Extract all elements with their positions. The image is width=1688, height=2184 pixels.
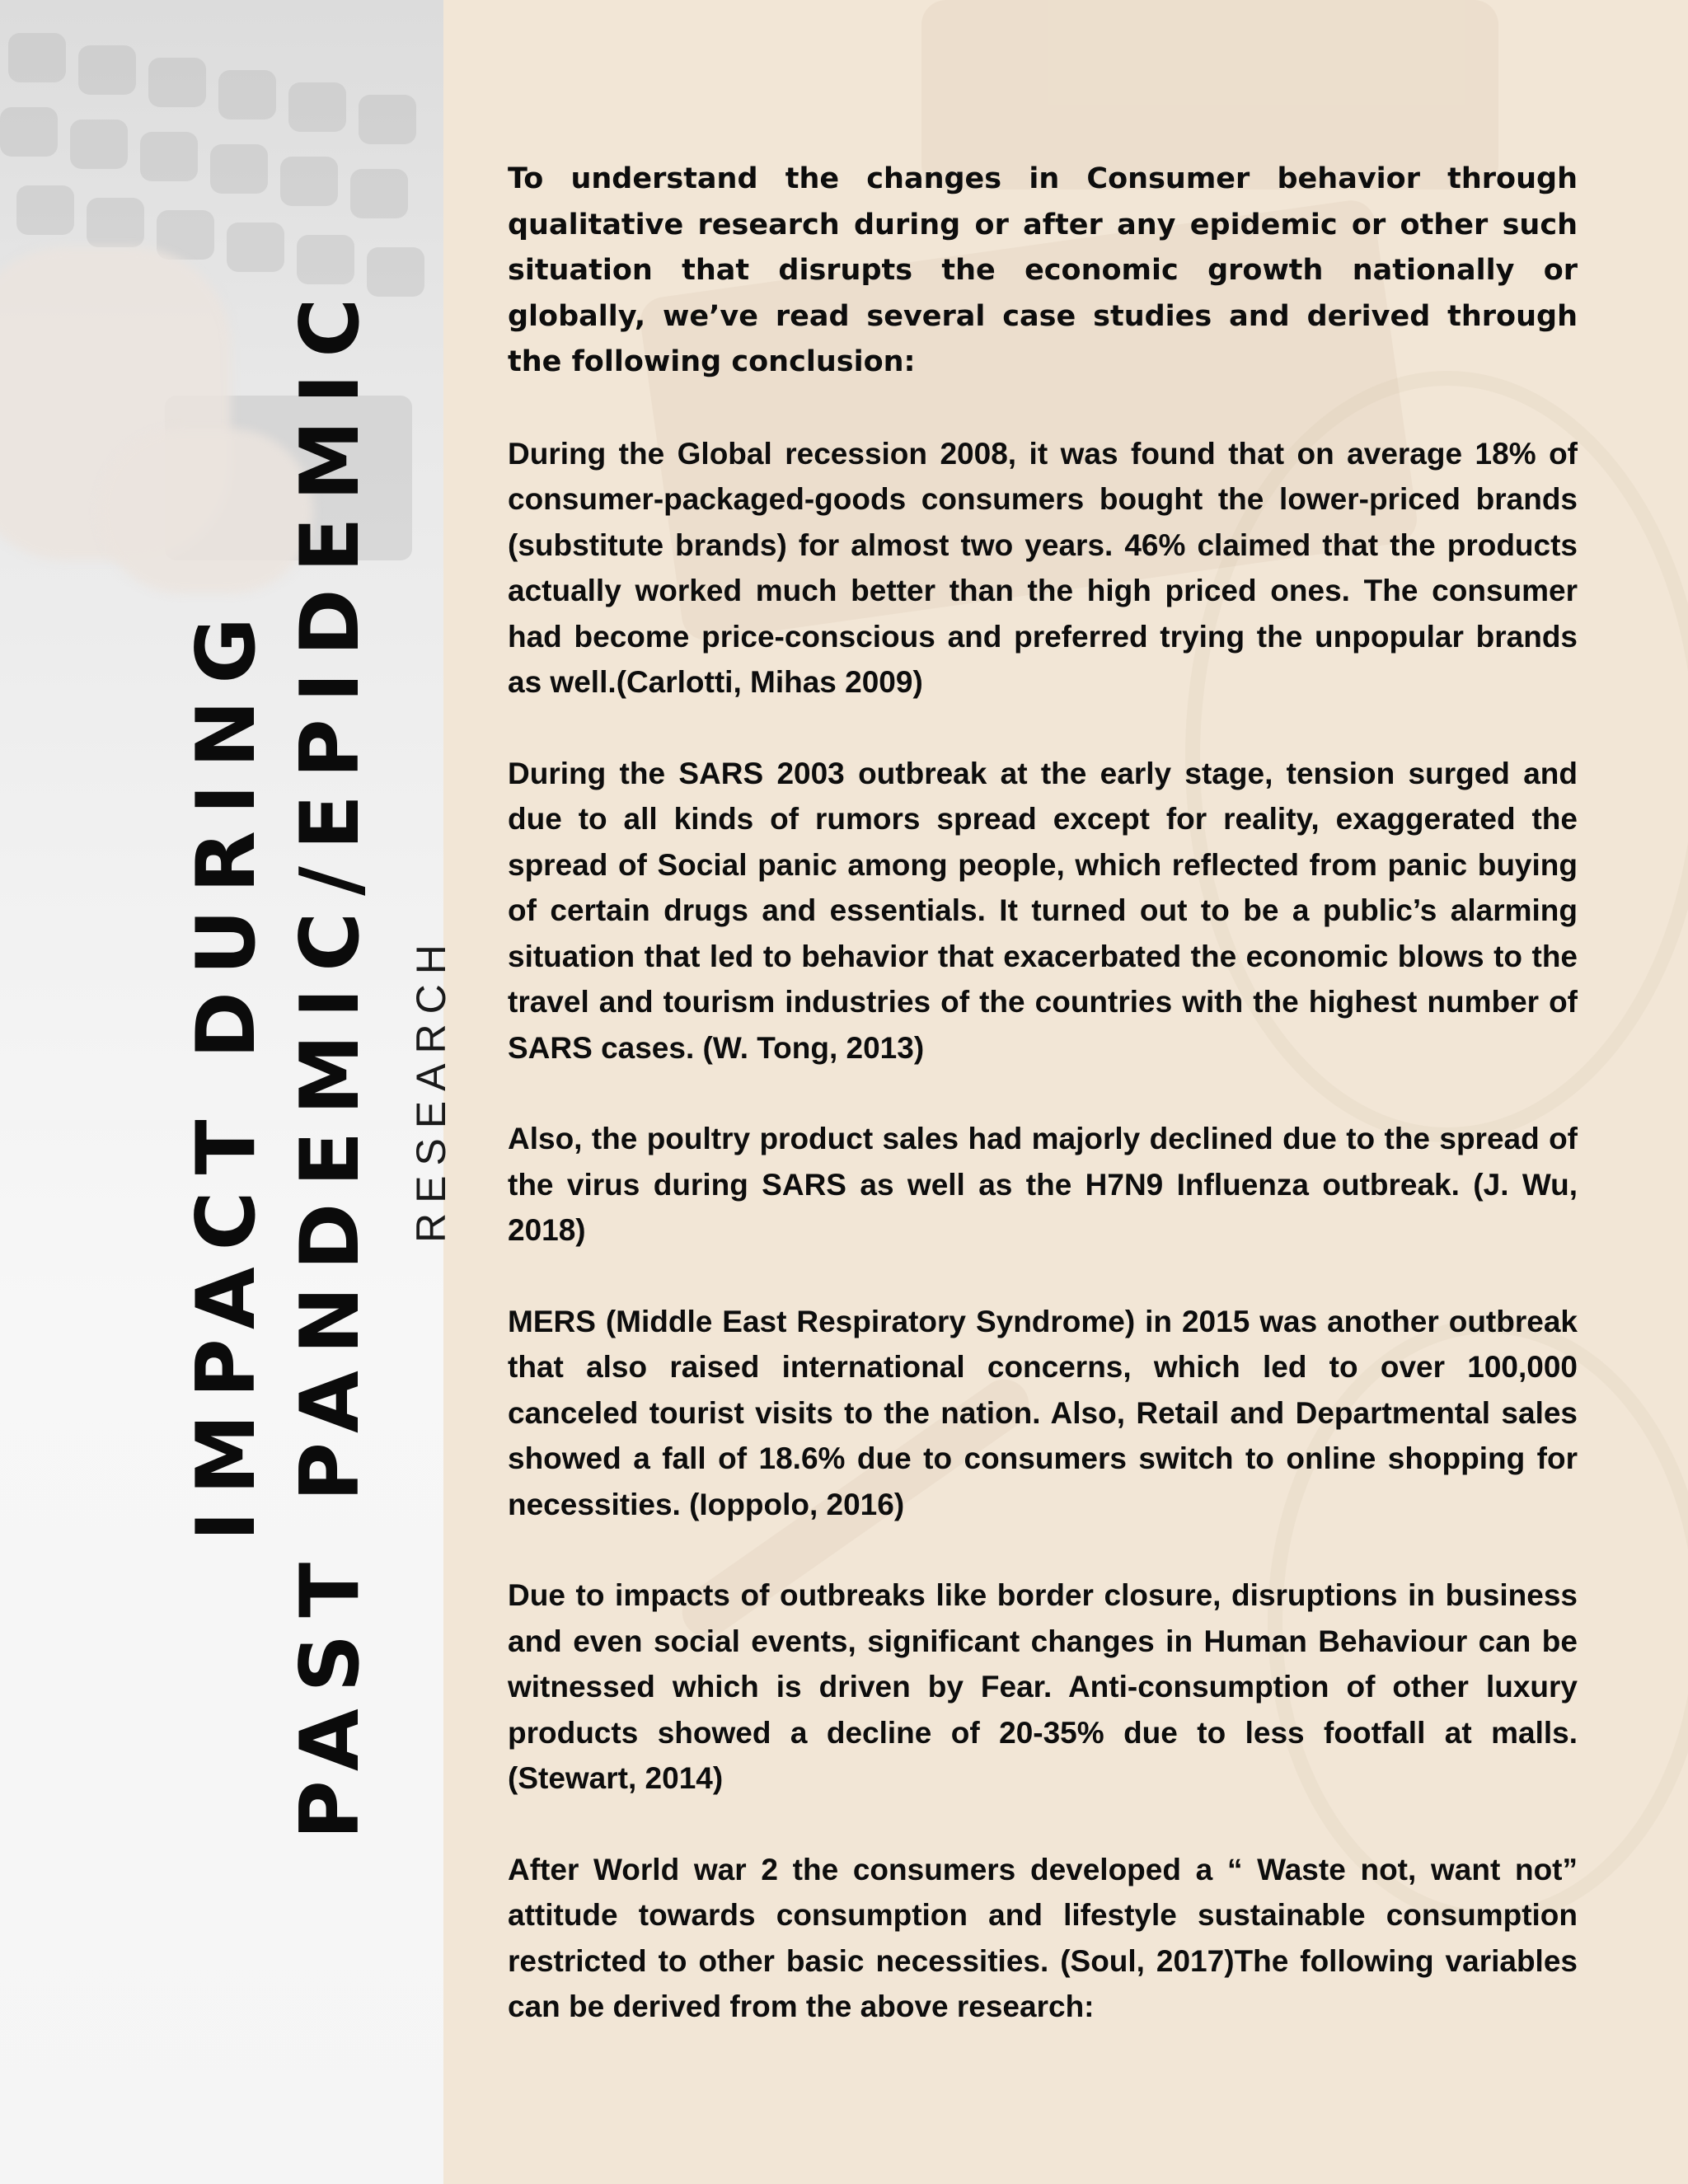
section-label: RESEARCH	[408, 935, 454, 1243]
page-title-line-1: IMPACT DURING	[180, 601, 274, 1541]
paragraph-world-war-2: After World war 2 the consumers developed a “ Waste not, want not” attitude towards consumption and lifestyle sustainable consumption restricted to other basic necessities. (Soul, 2017)The following variables can be derived from the above research:	[508, 1852, 1578, 2023]
keyboard-key	[157, 210, 214, 260]
keyboard-key	[140, 132, 198, 181]
page-title-line-2: PAST PANDEMIC/EPIDEMIC	[284, 281, 377, 1840]
keyboard-key	[288, 82, 346, 132]
keyboard-key	[280, 157, 338, 206]
keyboard-key	[359, 95, 416, 144]
keyboard-key	[227, 223, 284, 272]
keyboard-key	[210, 144, 268, 194]
keyboard-key	[297, 235, 354, 284]
keyboard-key	[218, 70, 276, 120]
hand-shape	[99, 429, 313, 593]
intro-paragraph: To understand the changes in Consumer behavior through qualitative research during or after any epidemic or other such situation that disrupts the economic growth nationally or globally, we’ve read several case studies and derived through the following conclusion:	[508, 162, 1578, 378]
keyboard-key	[87, 198, 144, 247]
keyboard-key	[8, 33, 66, 82]
research-content	[508, 157, 1578, 2075]
keyboard-key	[148, 58, 206, 107]
keyboard-key	[78, 45, 136, 95]
keyboard-key	[0, 107, 58, 157]
paragraph-recession-2008: During the Global recession 2008, it was found that on average 18% of consumer-packaged-goods consumers bought the lower-priced brands (substitute brands) for almost two years. 46% claimed that the products actually worked much better than the high priced ones. The consumer had become price-conscious and preferred trying the unpopular brands as well.(Carlotti, Mihas 2009)	[508, 436, 1578, 699]
paragraph-sars-2003: During the SARS 2003 outbreak at the early stage, tension surged and due to all kinds of rumors spread except for reality, exaggerated the spread of Social panic among people, which reflected from panic buying of certain drugs and essentials. It turned out to be a public’s alarming situation that led to behavior that exacerbated the economic blows to the travel and tourism industries of the countries with the highest number of SARS cases. (W. Tong, 2013)	[508, 756, 1578, 1065]
keyboard-key	[70, 120, 128, 169]
paragraph-mers-2015: MERS (Middle East Respiratory Syndrome) in 2015 was another outbreak that also raised international concerns, which led to over 100,000 canceled tourist visits to the nation. Also, Retail and Departmental sales showed a fall of 18.6% due to consumers switch to online shopping for necessities. (Ioppolo, 2016)	[508, 1304, 1578, 1521]
keyboard-key	[350, 169, 408, 218]
paragraph-outbreak-impacts: Due to impacts of outbreaks like border closure, disruptions in business and even social events, significant changes in Human Behaviour can be witnessed which is driven by Fear. Anti-consumption of other luxury products showed a decline of 20-35% due to less footfall at malls. (Stewart, 2014)	[508, 1578, 1578, 1795]
paragraph-poultry-sales: Also, the poultry product sales had majorly declined due to the spread of the virus during SARS as well as the H7N9 Influenza outbreak. (J. Wu, 2018)	[508, 1122, 1578, 1247]
keyboard-key	[16, 185, 74, 235]
